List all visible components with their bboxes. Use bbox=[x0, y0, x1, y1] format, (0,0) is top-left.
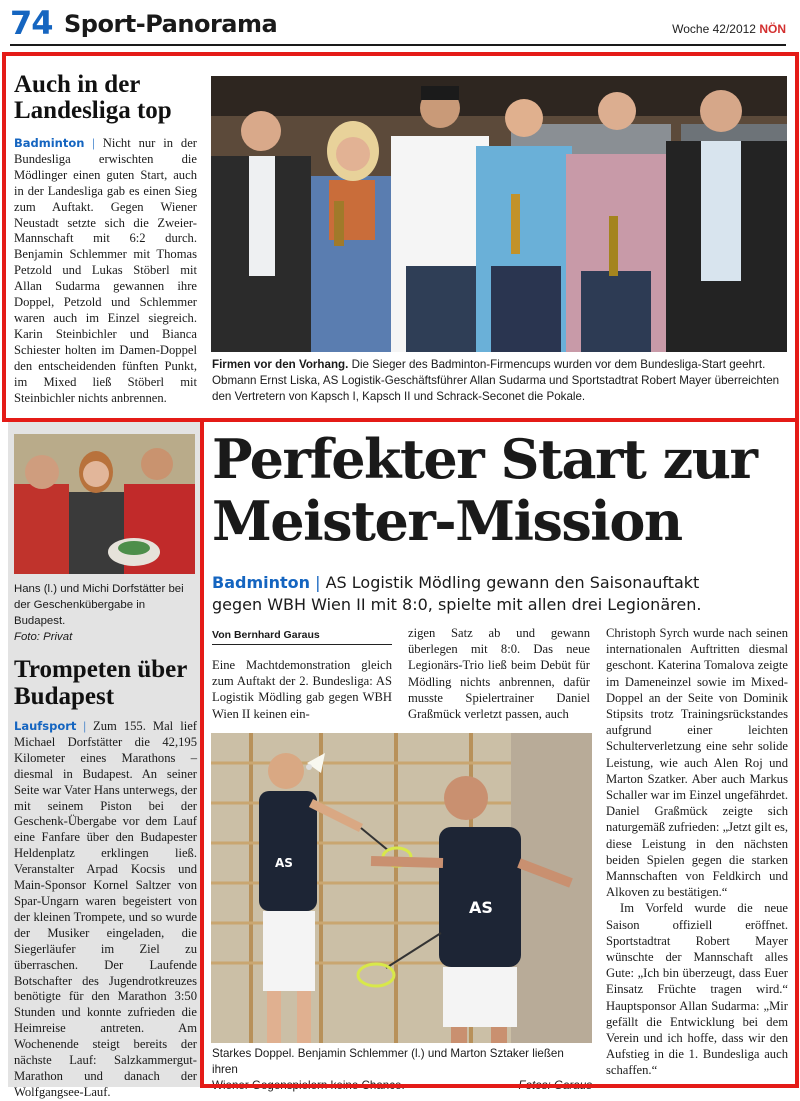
match-photo-credit: Fotos: Garaus bbox=[518, 1079, 592, 1092]
match-photo-caption bbox=[212, 1046, 592, 1094]
award-group-illustration bbox=[211, 76, 787, 352]
jersey-logo-left: AS bbox=[275, 856, 293, 870]
main-headline bbox=[212, 428, 792, 552]
budapest-photo-credit: Foto: Privat bbox=[14, 631, 73, 643]
top-story-title-line1: Auch in der bbox=[14, 71, 141, 98]
jersey-logo-right: AS bbox=[469, 898, 493, 917]
badminton-match-photo bbox=[211, 733, 592, 1043]
left-story-title-line1: Trompeten über bbox=[14, 656, 188, 683]
brand-logo: NÖN bbox=[759, 22, 786, 36]
main-subheadline: Badminton | AS Logistik Mödling gewann den Saisonauftakt gegen WBH Wien II mit 8:0, spielte mit allen drei Legionären. bbox=[212, 573, 702, 614]
award-caption-text: Die Sieger des Badminton-Firmencups wurden vor dem Bundesliga-Start geehrt. Obmann Ernst Liska, AS Logistik-Geschäftsführer Allan Sudarma und Sportstadtrat Robert Mayer überreichten den Vertretern von Kapsch I, Kapsch II und Schrack-Seconet die Pokale. bbox=[212, 358, 780, 403]
main-headline-line2: Meister-Mission bbox=[212, 489, 682, 553]
header-rule bbox=[10, 44, 786, 46]
top-story-text: Nicht nur in der Bundesliga erwischten die Mödlinger einen guten Start, auch in der Landesliga gab es einen Sieg zum Auftakt. Gegen Wiener Neustadt setzte sich die Zweier-Mannschaft mit 6:2 durch. Benjamin Schlemmer mit Thomas Petzold und Lukas Stöberl mit Allan Sudarma gewannen ihre Doppel, Petzold und Schlemmer waren auch im Einzel siegreich. Karin Steinbichler und Bianca Schiester holten im Damen-Doppel den entscheidenden fünften Punkt, im Mixed ließ Stöberl mit Steinbichler nichts anbrennen. bbox=[14, 136, 197, 405]
main-subhead-line2: gegen WBH Wien II mit 8:0, spielte mit allen drei Legionären. bbox=[212, 595, 702, 614]
page-header bbox=[0, 0, 800, 46]
match-caption-line1: Starkes Doppel. Benjamin Schlemmer (l.) und Marton Sztaker ließen ihren bbox=[212, 1047, 564, 1076]
main-column-3-paragraph-1: Christoph Syrch wurde nach seinen internationalen Auftritten diesmal geschont. Katerina Tomalova zeigte im Dameneinzel sowie im Mixed-Doppel an der Seite von Dominik Stipsits trotz Trainingsrückstandes aufgrund einer leichten Schulterverletzung eine sehr solide Leistung, wie auch Alen Roj und Marton Szatker. Aber auch Markus Schaller war im Einzel ungefährdet. Daniel Graßmück zeigte sich naturgemäß zufrieden: „Jetzt gilt es, diese Leistung in den nächsten beiden Spielen gegen die starken Mannschaften von Feldkirch und Alkoven zu bestätigen.“ bbox=[606, 626, 788, 900]
budapest-photo-caption bbox=[14, 581, 197, 645]
top-story-title bbox=[14, 72, 199, 124]
left-story-text: Zum 155. Mal lief Michael Dorfstätter die 42,195 Kilometer eines Marathons – diesmal in Budapest. An seiner Seite war Vater Hans unterwegs, der mit seinem Piston bei der Geschenk-Übergabe vor dem Lauf eine Fanfare über den Budapester Heldenplatz erklingen ließ. Veranstalter Arpad Kocsis und Main-Sponsor Kornel Saltzer von Spar-Ungarn waren begeistert von der kleinen Trompete, und so wurde der Musiker eingeladen, die Siegerläufer im Ziel zu überraschen. Der Laufende Botschafter des Jugendrotkreuzes benötigte für den Marathon 3:50 Stunden und konnte zufrieden die Heimreise antreten. Am Wochenende steigt bereits der nächste Lauf: Salzkammergut-Marathon und danach der Wolfgangsee-Lauf. bbox=[14, 719, 198, 1099]
top-story-kicker: Badminton bbox=[14, 136, 85, 150]
left-story-title-line2: Budapest bbox=[14, 683, 115, 710]
issue-week: Woche 42/2012 bbox=[672, 22, 756, 36]
award-photo-caption bbox=[212, 357, 786, 405]
match-caption-line2: Wiener Gegenspielern keine Chance. bbox=[212, 1079, 405, 1092]
main-story-kicker: Badminton bbox=[212, 573, 311, 592]
budapest-photo bbox=[14, 434, 195, 574]
budapest-caption-text: Hans (l.) und Michi Dorfstätter bei der Geschenkübergabe in Budapest. bbox=[14, 583, 184, 627]
issue-label bbox=[672, 22, 786, 36]
main-column-3-paragraph-2: Im Vorfeld wurde die neue Saison offiziell eröffnet. Sportstadtrat Robert Mayer wünschte der Mannschaft alles Gute: „Ich bin überzeugt, dass Euer Einsatz Früchte tragen wird.“ Hauptsponsor Allan Sudarma: „Mir gefällt die Entwicklung bei dem Verein und ich hoffe, dass wir den Aufstieg in die 1. Bundesliga auch schaffen.“ bbox=[606, 901, 788, 1078]
left-story-body: Laufsport | Zum 155. Mal lief Michael Dorfstätter die 42,195 Kilometer eines Marathons – diesmal in Budapest. An seiner Seite war Vater Hans unterwegs, der mit seinem Piston bei der Geschenk-Übergabe vor dem Lauf eine Fanfare über den Budapester Heldenplatz erklingen ließ. Veranstalter Arpad Kocsis und Main-Sponsor Kornel Saltzer von Spar-Ungarn waren begeistert von der kleinen Trompete, und so wurde der Musiker eingeladen, die Siegerläufer im Ziel zu überraschen. Der Laufende Botschafter des Jugendrotkreuzes benötigte für den Marathon 3:50 Stunden und konnte zufrieden die Heimreise antreten. Am Wochenende steigt bereits der nächste Lauf: Salzkammergut-Marathon und danach der Wolfgangsee-Lauf. bbox=[14, 719, 198, 1099]
main-subhead-line1: AS Logistik Mödling gewann den Saisonauftakt bbox=[325, 573, 700, 592]
budapest-illustration bbox=[14, 434, 195, 574]
byline: Von Bernhard Garaus bbox=[212, 629, 392, 645]
left-story-kicker: Laufsport bbox=[14, 719, 77, 733]
main-column-2-text: zigen Satz ab und gewann überlegen mit 8:0. Das neue Legionärs-Trio ließ beim Debüt für Mödling nichts anbrennen, dafür musste Spielertrainer Daniel Graßmück verletzt passen, auch bbox=[408, 626, 590, 722]
badminton-match-illustration bbox=[211, 733, 592, 1043]
page-number: 74 bbox=[10, 4, 53, 42]
top-story-title-line2: Landesliga top bbox=[14, 97, 172, 124]
main-headline-line1: Perfekter Start zur bbox=[212, 427, 757, 491]
top-story-body: Badminton | Nicht nur in der Bundesliga erwischten die Mödlinger einen guten Start, auch in der Landesliga gab es einen Sieg zum Auftakt. Gegen Wiener Neustadt setzte sich die Zweier-Mannschaft mit 6:2 durch. Benjamin Schlemmer mit Thomas Petzold und Lukas Stöberl mit Allan Sudarma gewannen ihre Doppel, Petzold und Schlemmer waren auch im Einzel siegreich. Karin Steinbichler und Bianca Schiester holten im Damen-Doppel den entscheidenden fünften Punkt, im Mixed ließ Stöberl mit Steinbichler nichts anbrennen. bbox=[14, 136, 197, 405]
award-group-photo bbox=[211, 76, 787, 352]
award-caption-lead: Firmen vor den Vorhang. bbox=[212, 358, 349, 371]
main-column-2 bbox=[408, 625, 590, 722]
main-column-1-text: Eine Machtdemonstration gleich zum Auftakt der 2. Bundesliga: AS Logistik Mödling gab gegen WBH Wien II keinen ein- bbox=[212, 658, 392, 721]
left-story-title bbox=[14, 656, 200, 710]
main-column-1 bbox=[212, 657, 392, 722]
section-title: Sport-Panorama bbox=[64, 10, 278, 38]
main-column-3 bbox=[606, 625, 788, 1079]
